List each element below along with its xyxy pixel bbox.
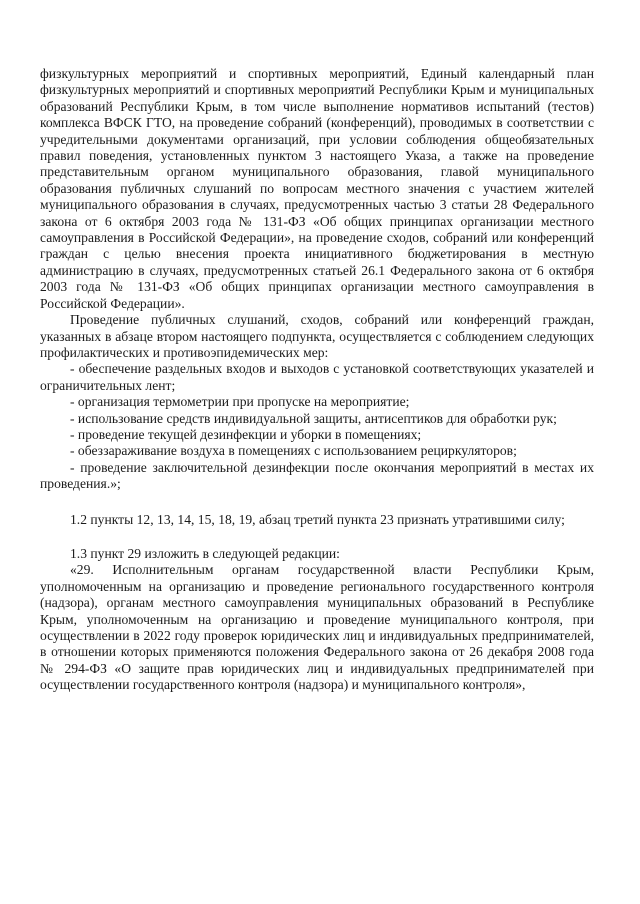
list-item-thermometry: - организация термометрии при пропуске на мероприятие; xyxy=(70,394,410,410)
list-item-disinfection: - проведение текущей дезинфекции и уборки в помещениях; xyxy=(70,426,422,442)
paragraph-item-29: «29. Исполнительным органам государственной власти Республики Крым, уполномоченным на организацию и проведение регионального государственного контроля (надзора), органам местного самоуправления муниципальных образований в Республике Крым, уполномоченным на организацию и проведение муниципального контроля, при осуществлении в 2022 году проверок юридических лиц и индивидуальных предпринимателей, в отношении которых применяются положения Федерального закона от 26 декабря 2008 года № 294-ФЗ «О защите прав юридических лиц и индивидуальных предпринимателей при осуществлении государственного контроля (надзора) и муниципального контроля», xyxy=(40,562,594,693)
paragraph-public-hearings: Проведение публичных слушаний, сходов, собраний или конференций граждан, указанных в абзаце втором настоящего подпункта, осуществляется с соблюдением следующих профилактических и противоэпидемических мер: xyxy=(40,312,594,360)
list-item-protective-equipment: - использование средств индивидуальной защиты, антисептиков для обработки рук; xyxy=(70,410,557,426)
paragraph-1-2: 1.2 пункты 12, 13, 14, 15, 18, 19, абзац третий пункта 23 признать утратившими силу; xyxy=(70,511,565,527)
list-item-air-disinfection: - обеззараживание воздуха в помещениях с использованием рециркуляторов; xyxy=(70,443,517,459)
paragraph-continuation: физкультурных мероприятий и спортивных мероприятий, Единый календарный план физкультурных мероприятий и спортивных мероприятий Республики Крым и муниципальных образований Республики Крым, в том числе выполнение нормативов испытаний (тестов) комплекса ВФСК ГТО, на проведение собраний (конференций), проводимых в соответствии с учредительными документами организаций, при условии соблюдения общеобязательных правил поведения, установленных пунктом 3 настоящего Указа, а также на проведение представительным органом муниципального образования, главой муниципального образования публичных слушаний по вопросам местного значения с участием жителей муниципального образования в случаях, предусмотренных частью 3 статьи 28 Федерального закона от 6 октября 2003 года № 131-ФЗ «Об общих принципах организации местного самоуправления в Российской Федерации», на проведение сходов, собраний или конференций граждан с целью внесения проекта инициативного бюджетирования в местную администрацию в случаях, предусмотренных статьей 26.1 Федерального закона от 6 октября 2003 года № 131-ФЗ «Об общих принципах организации местного самоуправления в Российской Федерации». xyxy=(40,66,594,311)
list-item-separate-entrances: - обеспечение раздельных входов и выходов с установкой соответствующих указателей и ограничительных лент; xyxy=(40,361,594,393)
paragraph-1-3: 1.3 пункт 29 изложить в следующей редакции: xyxy=(70,545,340,561)
list-item-final-disinfection: - проведение заключительной дезинфекции после окончания мероприятий в местах их проведения.»; xyxy=(40,459,594,492)
